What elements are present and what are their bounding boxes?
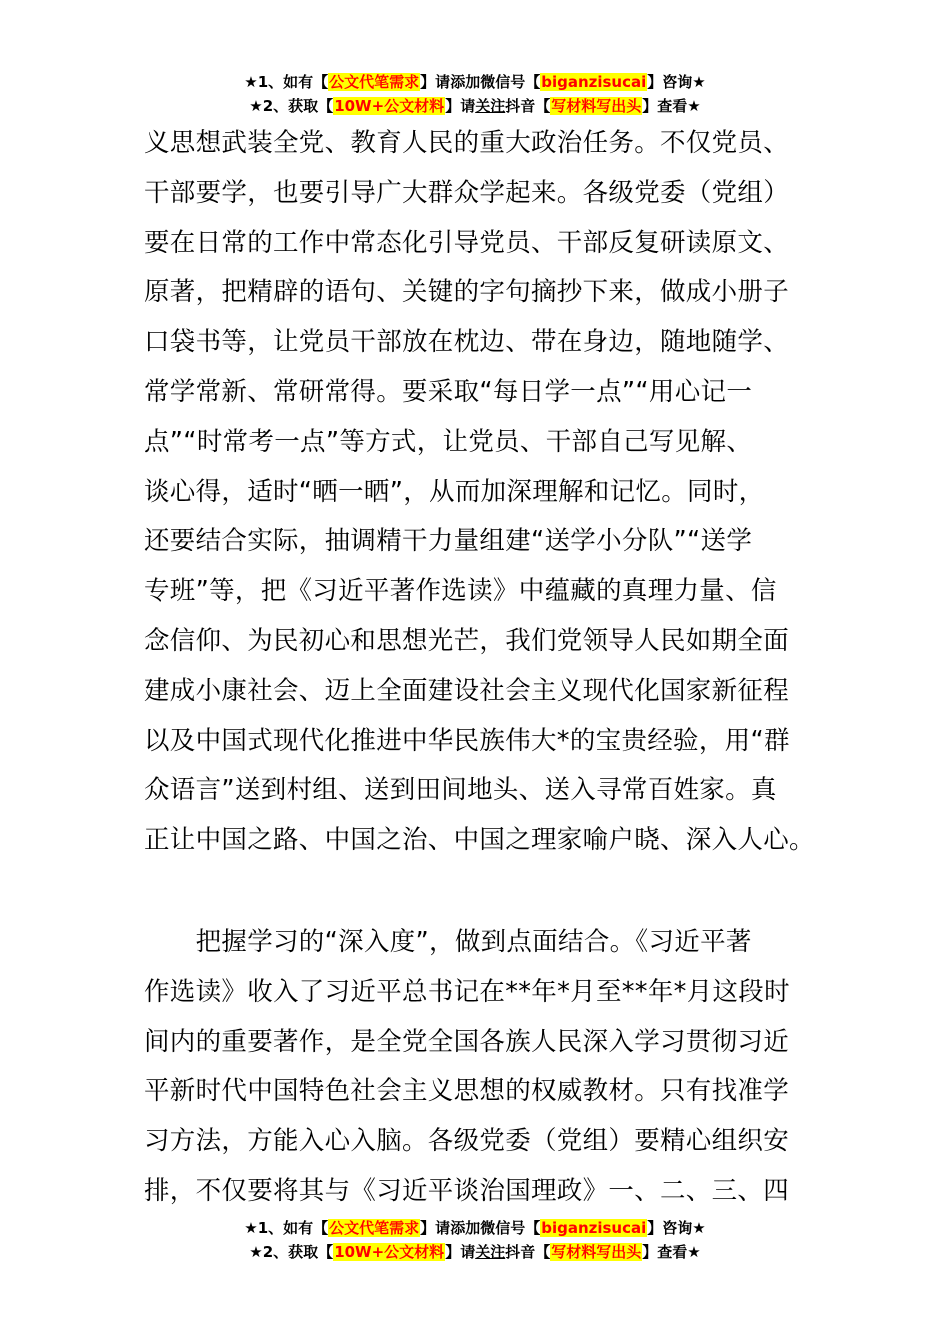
text-line: 以及中国式现代化推进中华民族伟大*的宝贵经验，用“群 — [144, 725, 790, 756]
footer-banner — [0, 1216, 950, 1264]
banner-text: 】咨询★ — [647, 1219, 706, 1237]
banner-line-2 — [0, 1240, 950, 1264]
highlight-tag: 10W+公文材料 — [334, 1243, 445, 1261]
header-banner — [0, 70, 950, 118]
banner-text: 抖音【 — [505, 1243, 551, 1261]
banner-line-1 — [0, 1216, 950, 1240]
banner-emphasis: 添加 — [450, 1219, 481, 1237]
text-line: 正让中国之路、中国之治、中国之理家喻户晓、深入人心。 — [144, 825, 815, 856]
banner-text: ★1、如有【 — [244, 73, 329, 91]
banner-text: ★1、如有【 — [244, 1219, 329, 1237]
banner-text: 】请 — [445, 97, 476, 115]
highlight-tag: 公文代笔需求 — [329, 1219, 420, 1237]
highlight-tag: 10W+公文材料 — [334, 97, 445, 115]
text-line: 常学常新、常研常得。要采取“每日学一点”“用心记一 — [144, 376, 753, 407]
text-line: 众语言”送到村组、送到田间地头、送入寻常百姓家。真 — [144, 775, 777, 806]
text-line: 原著，把精辟的语句、关键的字句摘抄下来，做成小册子 — [144, 277, 790, 308]
banner-text: 】咨询★ — [647, 73, 706, 91]
banner-line-1 — [0, 70, 950, 94]
text-line: 念信仰、为民初心和思想光芒，我们党领导人民如期全面 — [144, 625, 790, 656]
douyin-account-highlight: 写材料写出头 — [551, 1243, 642, 1261]
banner-text: 】查看★ — [642, 97, 701, 115]
text-line: 要在日常的工作中常态化引导党员、干部反复研读原文、 — [144, 227, 790, 258]
highlight-tag: 公文代笔需求 — [329, 73, 420, 91]
text-line: 建成小康社会、迈上全面建设社会主义现代化国家新征程 — [144, 675, 790, 706]
douyin-account-highlight: 写材料写出头 — [551, 97, 642, 115]
text-line: 间内的重要著作，是全党全国各族人民深入学习贯彻习近 — [144, 1026, 790, 1057]
banner-text: ★2、获取【 — [249, 1243, 334, 1261]
body-paragraph-1 — [144, 119, 815, 866]
banner-emphasis: 添加 — [450, 73, 481, 91]
text-line: 口袋书等，让党员干部放在枕边、带在身边，随地随学、 — [144, 327, 790, 358]
banner-text: 】查看★ — [642, 1243, 701, 1261]
text-line: 平新时代中国特色社会主义思想的权威教材。只有找准学 — [144, 1076, 790, 1107]
wechat-id-highlight: biganzisucai — [541, 73, 647, 91]
text-line: 点”“时常考一点”等方式，让党员、干部自己写见解、 — [144, 426, 753, 457]
text-line: 专班”等，把《习近平著作选读》中蕴藏的真理力量、信 — [144, 576, 777, 607]
banner-text: 微信号【 — [480, 73, 541, 91]
banner-text: 抖音【 — [505, 97, 551, 115]
banner-text: 微信号【 — [480, 1219, 541, 1237]
text-line: 排，不仅要将其与《习近平谈治国理政》一、二、三、四 — [144, 1175, 790, 1206]
text-line: 作选读》收入了习近平总书记在**年*月至**年*月这段时 — [144, 976, 790, 1007]
wechat-id-highlight: biganzisucai — [541, 1219, 647, 1237]
body-paragraph-2 — [144, 918, 808, 1217]
text-line: 义思想武装全党、教育人民的重大政治任务。不仅党员、 — [144, 128, 790, 158]
banner-emphasis: 关注 — [475, 97, 506, 115]
banner-text: 】请 — [420, 73, 451, 91]
text-line: 还要结合实际，抽调精干力量组建“送学小分队”“送学 — [144, 526, 753, 557]
banner-emphasis: 关注 — [475, 1243, 506, 1261]
banner-text: 】请 — [420, 1219, 451, 1237]
text-line: 干部要学，也要引导广大群众学起来。各级党委（党组） — [144, 177, 790, 208]
text-line: 把握学习的“深入度”，做到点面结合。《习近平著 — [144, 927, 752, 957]
text-line: 谈心得，适时“晒一晒”，从而加深理解和记忆。同时， — [144, 476, 765, 507]
text-line: 习方法，方能入心入脑。各级党委（党组）要精心组织安 — [144, 1126, 790, 1157]
banner-text: 】请 — [445, 1243, 476, 1261]
banner-line-2 — [0, 94, 950, 118]
banner-text: ★2、获取【 — [249, 97, 334, 115]
